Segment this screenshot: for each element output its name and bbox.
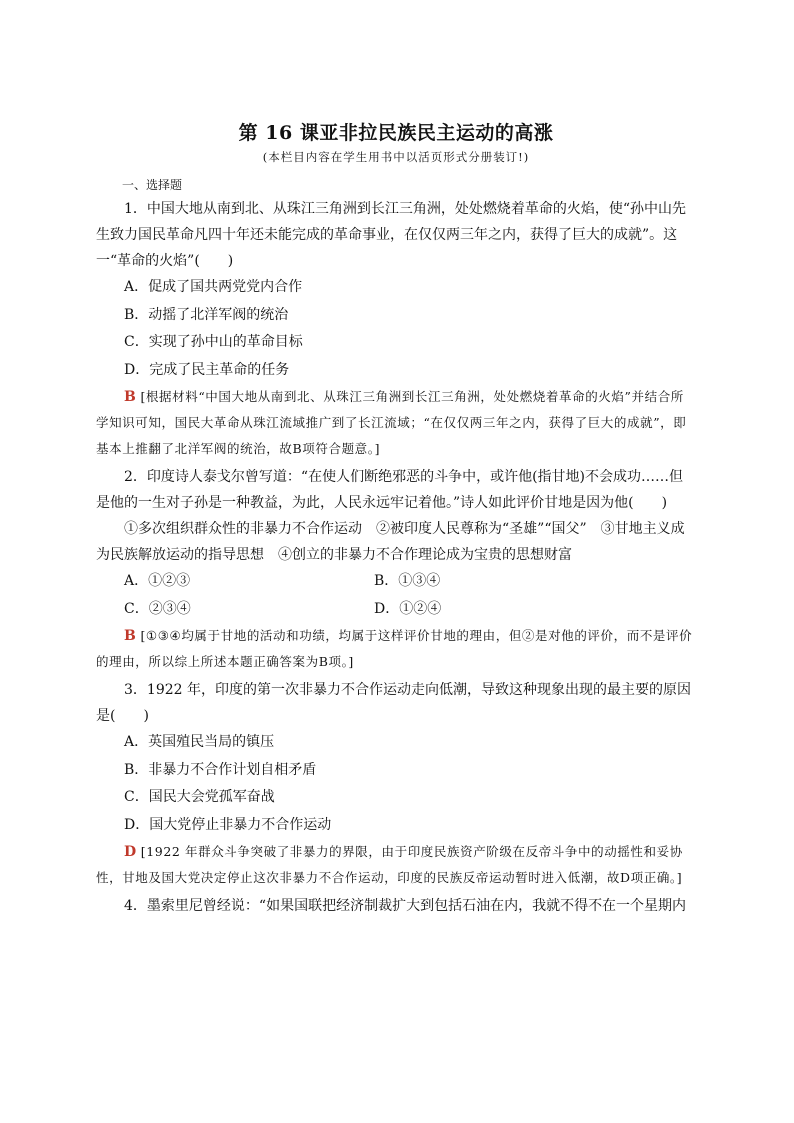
question-3-option-b: B．非暴力不合作计划自相矛盾 (124, 761, 317, 778)
page-subtitle: (本栏目内容在学生用书中以活页形式分册装订!) (262, 150, 530, 164)
question-2-statements: ①多次组织群众性的非暴力不合作运动 ②被印度人民尊称为“圣雄”“国父” ③甘地主义成为民族解放运动的指导思想 ④创立的非暴力不合作理论成为宝贵的思想财富 (96, 521, 685, 563)
question-3-answer (96, 839, 696, 891)
question-3-option-d: D．国大党停止非暴力不合作运动 (124, 816, 332, 833)
page-title: 第 16 课亚非拉民族民主运动的高涨 (238, 122, 554, 144)
question-2-options-row-1 (96, 568, 696, 596)
question-1-answer (96, 384, 696, 462)
question-3-stem: 3．1922 年，印度的第一次非暴力不合作运动走向低潮，导致这种现象出现的最主要的原因是( ) (96, 682, 691, 724)
question-4-stem: 4．墨索里尼曾经说：“如果国联把经济制裁扩大到包括石油在内，我就不得不在一个星期内 (124, 898, 687, 914)
question-1-answer-key: B (124, 389, 137, 405)
question-2-option-c: C．②③④ (124, 600, 191, 617)
question-2-answer-key: B (124, 628, 137, 644)
question-3-answer-key: D (124, 844, 137, 860)
section-heading: 一、选择题 (122, 178, 183, 192)
question-2-explanation: [①③④均属于甘地的活动和功绩，均属于这样评价甘地的理由，但②是对他的评价，而不是评价的理由，所以综上所述本题正确答案为B项。] (96, 628, 693, 669)
question-3-option-a: A．英国殖民当局的镇压 (124, 734, 275, 750)
question-1-option-b: B．动摇了北洋军阀的统治 (124, 306, 289, 323)
question-2-option-b: B．①③④ (374, 573, 441, 589)
document-page (96, 118, 696, 919)
question-3-option-c: C．国民大会党孤军奋战 (124, 789, 275, 805)
question-1-stem: 1．中国大地从南到北、从珠江三角洲到长江三角洲，处处燃烧着革命的火焰，使“孙中山先生致力国民革命凡四十年还未能完成的革命事业，在仅仅两三年之内，获得了巨大的成就”。这一“革命的火焰”( ) (96, 201, 687, 269)
question-1-option-c: C．实现了孙中山的革命目标 (124, 334, 303, 350)
question-2-stem: 2．印度诗人泰戈尔曾写道：“在使人们断绝邪恶的斗争中，或许他(指甘地)不会成功……但是他的一生对子孙是一种教益，为此，人民永远牢记着他。”诗人如此评价甘地是因为他( ) (96, 469, 683, 511)
question-2-option-d: D．①②④ (374, 600, 442, 617)
question-2-option-a: A．①②③ (124, 573, 191, 589)
question-1-option-d: D．完成了民主革命的任务 (124, 361, 290, 378)
question-1-explanation: [根据材料“中国大地从南到北、从珠江三角洲到长江三角洲，处处燃烧着革命的火焰”并结合所学知识可知，国民大革命从珠江流域推广到了长江流域；“在仅仅两三年之内，获得了巨大的成就”，即基本上推翻了北洋军阀的统治，故B项符合题意。] (96, 389, 687, 456)
question-2-answer (96, 623, 696, 675)
question-2-options-row-2 (96, 596, 696, 624)
question-1-option-a: A．促成了国共两党党内合作 (124, 279, 303, 295)
question-3-explanation: [1922 年群众斗争突破了非暴力的界限，由于印度民族资产阶级在反帝斗争中的动摇性和妥协性，甘地及国大党决定停止这次非暴力不合作运动，印度的民族反帝运动暂时进入低潮，故D项正确。] (96, 844, 683, 885)
